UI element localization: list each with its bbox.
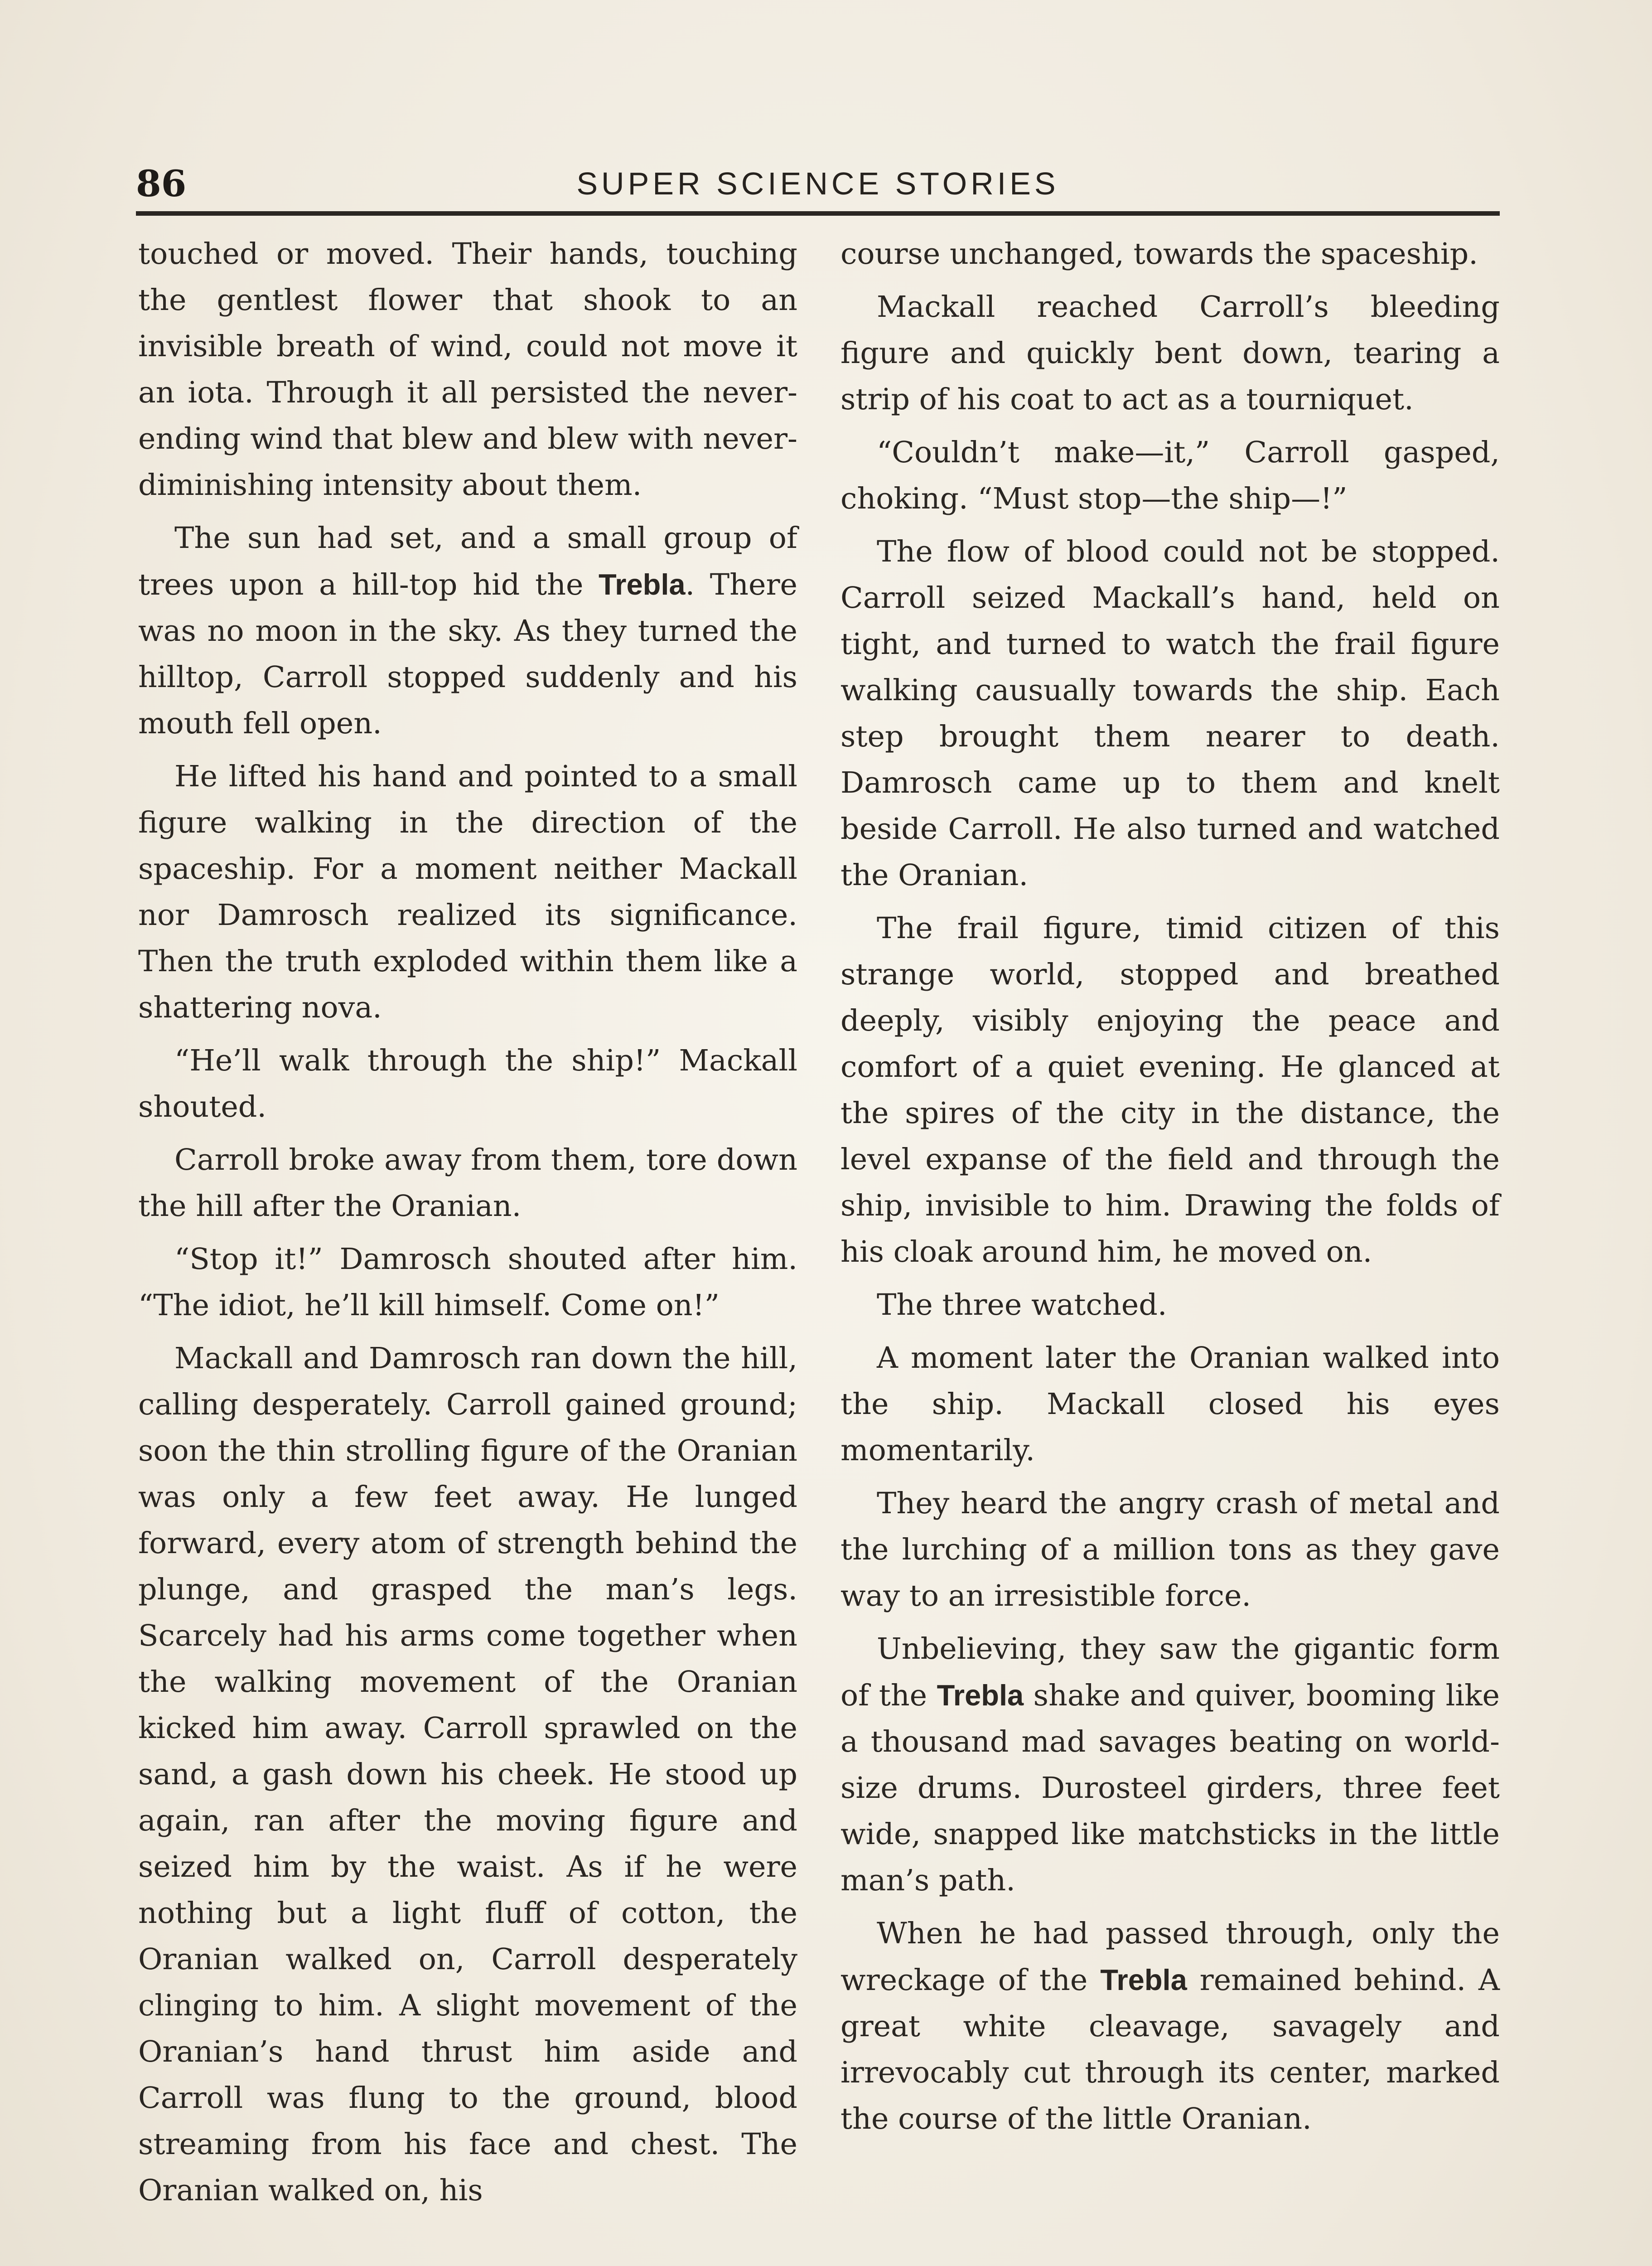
- paragraph: “Couldn’t make—it,” Carroll gasped, choking. “Must stop—the ship—!”: [840, 436, 1500, 516]
- right-column: [840, 231, 1500, 2149]
- paragraph: Unbelieving, they saw the gigantic form of the Trebla shake and quiver, booming like a thousand mad savages beating on world-size drums. Durosteel girders, three feet wide, snapped like matchsticks in the little man’s path.: [840, 1632, 1500, 1898]
- ship-name: Trebla: [937, 1679, 1024, 1712]
- paragraph: When he had passed through, only the wreckage of the Trebla remained behind. A great white cleavage, savagely and irrevocably cut through its center, marked the course of the little Oranian.: [840, 1917, 1500, 2136]
- paragraph: The sun had set, and a small group of trees upon a hill-top hid the Trebla. There was no moon in the sky. As they turned the hilltop, Carroll stopped suddenly and his mouth fell open.: [138, 521, 798, 741]
- page-header: [136, 159, 1500, 218]
- paragraph: touched or moved. Their hands, touching the gentlest flower that shook to an invisible breath of wind, could not move it an iota. Through it all persisted the never-ending wind that blew and blew with never-diminishing intensity about them.: [138, 237, 797, 502]
- paragraph: The three watched.: [877, 1288, 1167, 1322]
- paragraph: Mackall reached Carroll’s bleeding figure and quickly bent down, tearing a strip of his coat to act as a tourniquet.: [840, 290, 1500, 416]
- paragraph: “Stop it!” Damrosch shouted after him. “The idiot, he’ll kill himself. Come on!”: [138, 1242, 797, 1322]
- paragraph: Carroll broke away from them, tore down the hill after the Oranian.: [138, 1143, 797, 1223]
- header-rule: [136, 211, 1500, 216]
- paragraph: He lifted his hand and pointed to a small figure walking in the direction of the spaceship. For a moment neither Mackall nor Damrosch realized its significance. Then the truth exploded within them like a shattering nova.: [138, 760, 797, 1025]
- paragraph: Mackall and Damrosch ran down the hill, calling desperately. Carroll gained ground; soon the thin strolling figure of the Oranian was only a few feet away. He lunged forward, every atom of strength behind the plunge, and grasped the man’s legs. Scarcely had his arms come together when the walking movement of the Oranian kicked him away. Carroll sprawled on the sand, a gash down his cheek. He stood up again, ran after the moving figure and seized him by the waist. As if he were nothing but a light fluff of cotton, the Oranian walked on, Carroll desperately clinging to him. A slight movement of the Oranian’s hand thrust him aside and Carroll was flung to the ground, blood streaming from his face and chest. The Oranian walked on, his: [138, 1341, 797, 2208]
- page-number: 86: [136, 162, 187, 205]
- paragraph: The flow of blood could not be stopped. Carroll seized Mackall’s hand, held on tight, and turned to watch the frail figure walking causually towards the ship. Each step brought them nearer to death. Damrosch came up to them and knelt beside Carroll. He also turned and watched the Oranian.: [840, 535, 1500, 892]
- ship-name: Trebla: [1100, 1963, 1187, 1996]
- paragraph: The frail figure, timid citizen of this strange world, stopped and breathed deeply, visibly enjoying the peace and comfort of a quiet evening. He glanced at the spires of the city in the distance, the level expanse of the field and through the ship, invisible to him. Drawing the folds of his cloak around him, he moved on.: [840, 911, 1500, 1269]
- left-column: [138, 231, 797, 2221]
- paragraph: “He’ll walk through the ship!” Mackall shouted.: [138, 1044, 797, 1124]
- running-head: SUPER SCIENCE STORIES: [576, 166, 1059, 201]
- paragraph: course unchanged, towards the spaceship.: [840, 237, 1478, 271]
- ship-name: Trebla: [599, 568, 686, 601]
- paragraph: They heard the angry crash of metal and the lurching of a million tons as they gave way to an irresistible force.: [840, 1486, 1500, 1613]
- paragraph: A moment later the Oranian walked into the ship. Mackall closed his eyes momentarily.: [840, 1341, 1500, 1467]
